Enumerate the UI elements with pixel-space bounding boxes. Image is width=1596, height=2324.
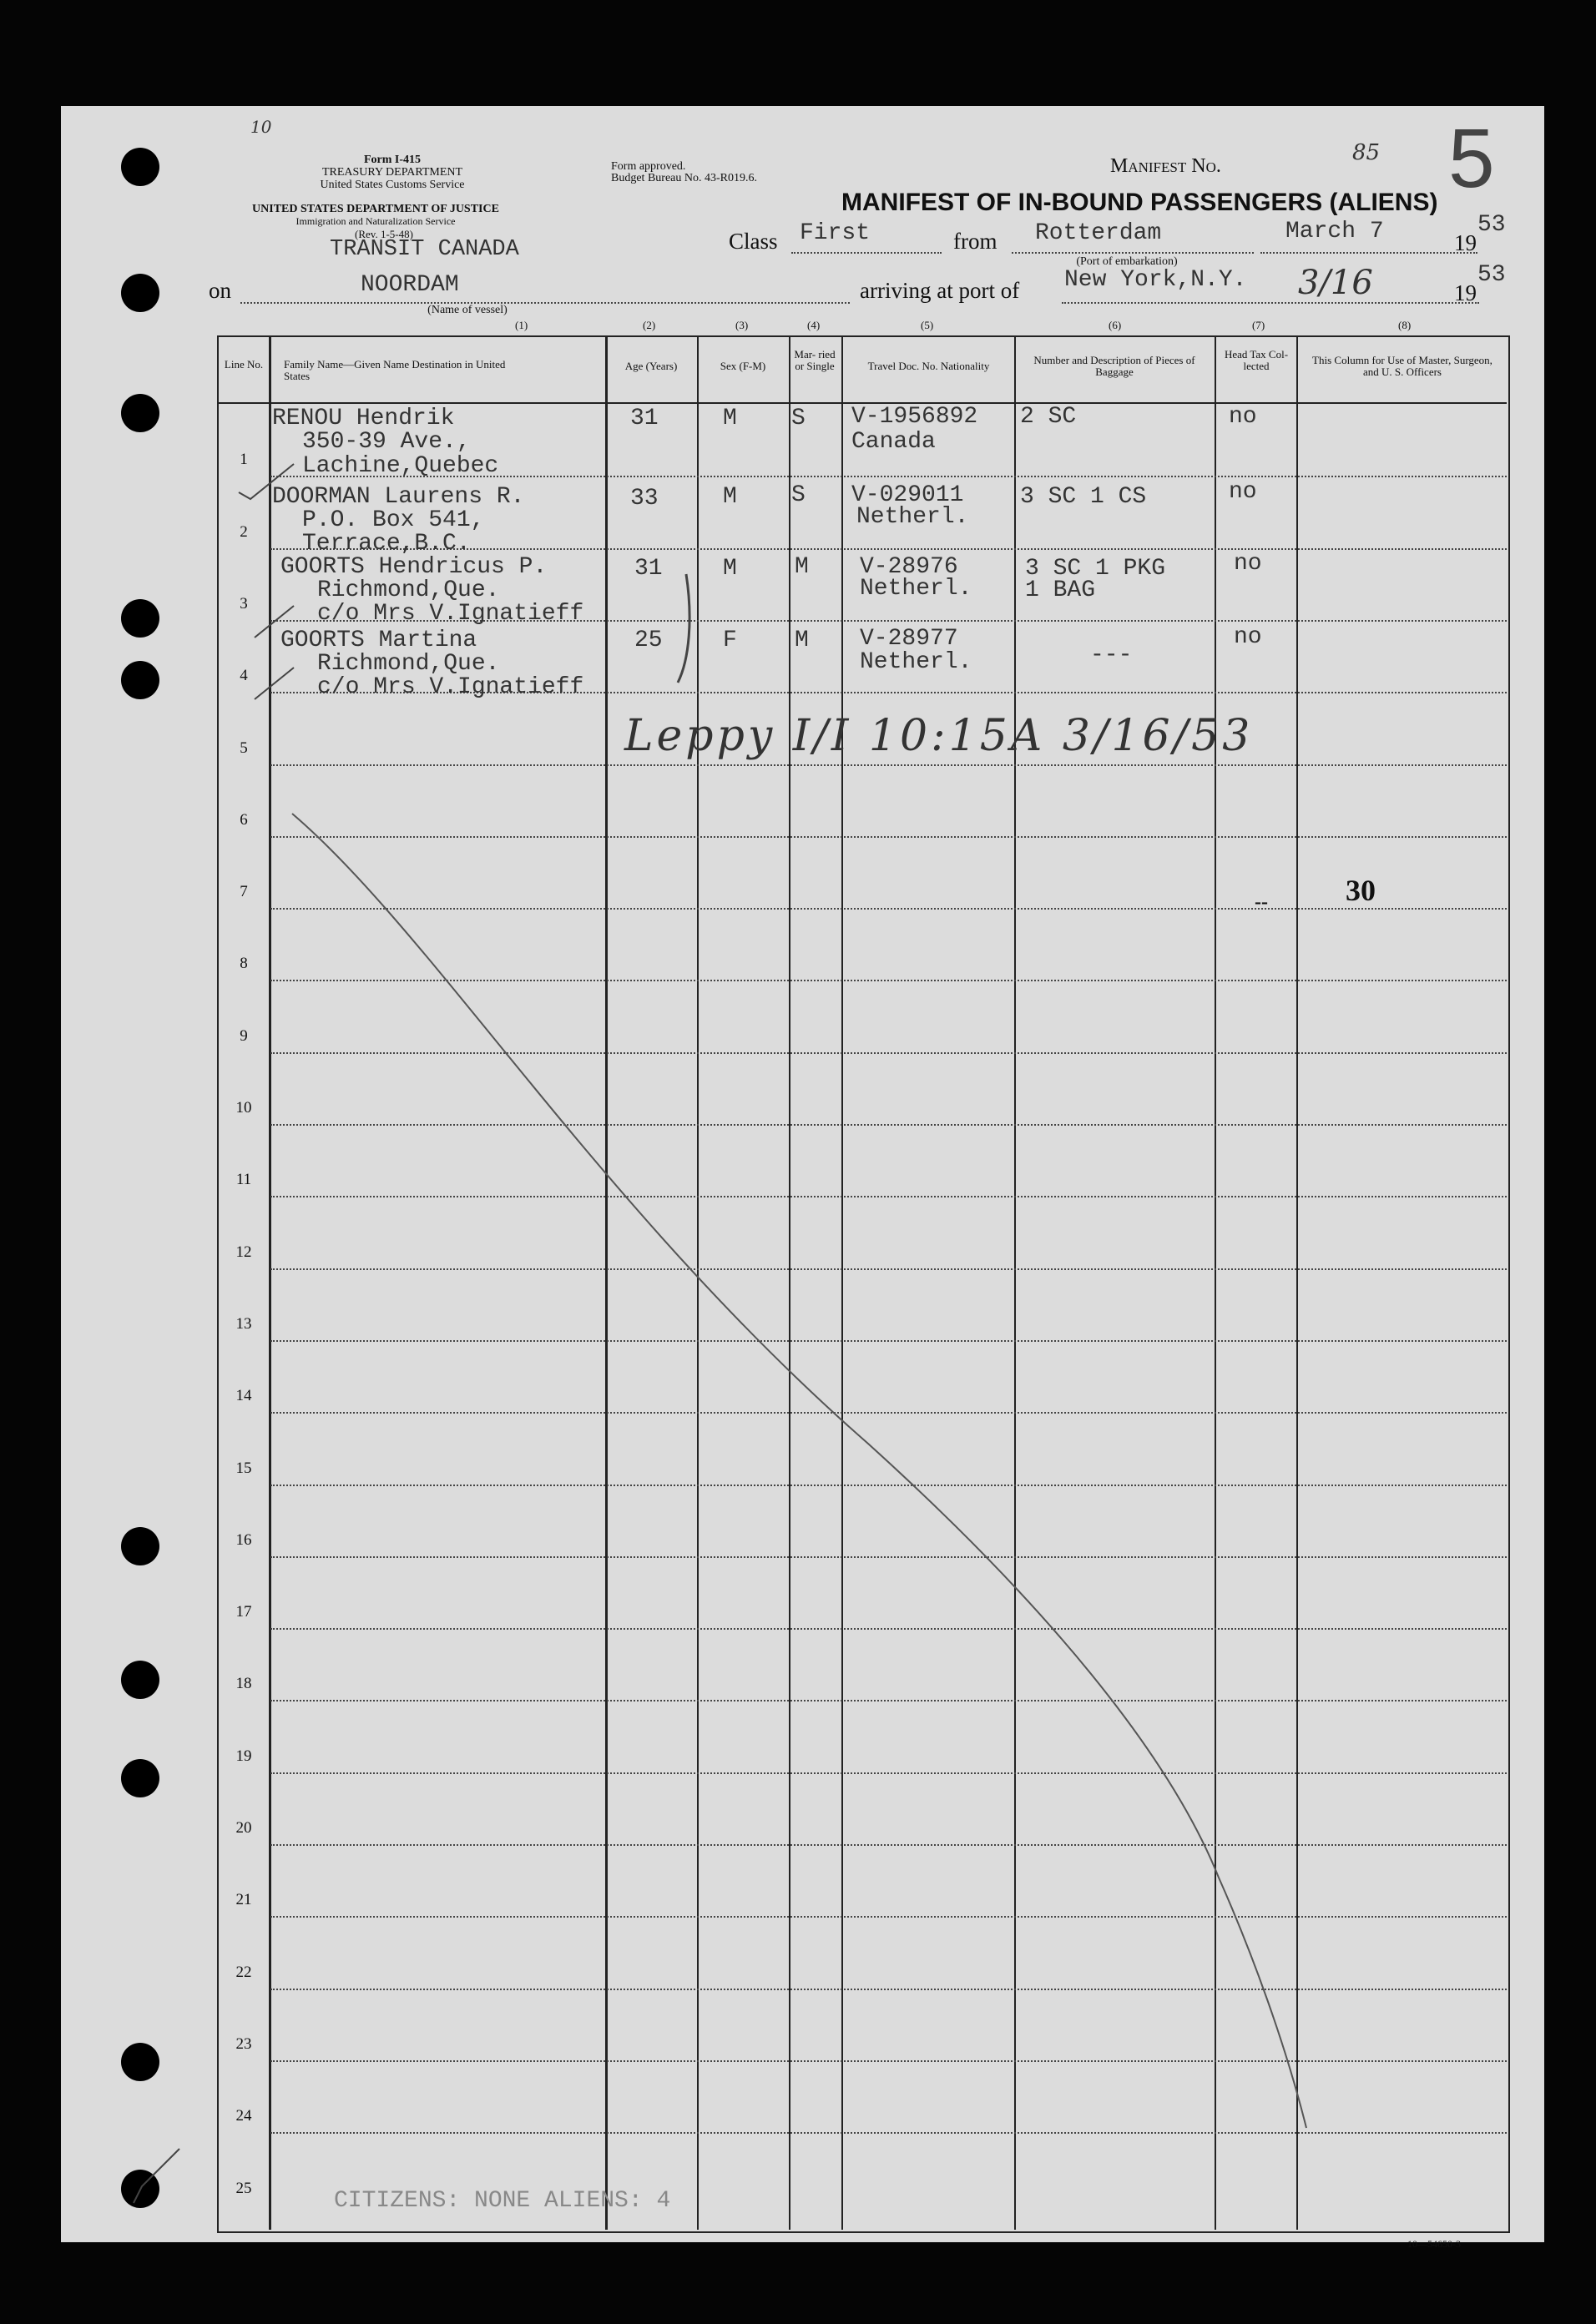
passenger-nationality: Canada xyxy=(851,429,936,455)
passenger-address: Richmond,Que. xyxy=(317,651,500,677)
line-number: 15 xyxy=(235,1459,252,1477)
customs-service: United States Customs Service xyxy=(320,179,465,191)
line-number: 11 xyxy=(235,1171,252,1188)
line-number: 18 xyxy=(235,1675,252,1692)
line-number: 23 xyxy=(235,2035,252,2053)
passenger-nationality: Netherl. xyxy=(856,504,969,530)
column-number: (1) xyxy=(515,319,528,331)
passenger-address: Lachine,Quebec xyxy=(302,453,499,479)
row-line xyxy=(270,1556,1507,1558)
arrival-year: 53 xyxy=(1477,262,1506,288)
punch-hole xyxy=(121,274,159,312)
vessel-caption: (Name of vessel) xyxy=(427,304,508,316)
line-number: 24 xyxy=(235,2107,252,2125)
row-line xyxy=(270,1052,1507,1054)
line-number: 22 xyxy=(235,1964,252,1981)
line-number: 14 xyxy=(235,1387,252,1404)
row-line xyxy=(270,1485,1507,1486)
line-number: 4 xyxy=(240,667,248,684)
justice-department: UNITED STATES DEPARTMENT OF JUSTICE xyxy=(252,203,499,215)
punch-hole xyxy=(121,1661,159,1699)
header-name: Family Name—Given Name Destination in United States xyxy=(284,358,506,382)
row-line xyxy=(270,1989,1507,1990)
form-id: Form I-415 xyxy=(363,154,422,166)
passenger-address: 350-39 Ave., xyxy=(302,429,471,455)
row-line xyxy=(270,2060,1507,2062)
row-line xyxy=(270,980,1507,981)
line-number: 25 xyxy=(235,2180,252,2197)
passenger-address: Richmond,Que. xyxy=(317,577,500,603)
header-travel-doc: Travel Doc. No. Nationality xyxy=(867,360,990,372)
port-of-embarkation-caption: (Port of embarkation) xyxy=(1076,255,1178,268)
manifest-number: 5 xyxy=(1448,112,1495,205)
year-value: 53 xyxy=(1477,212,1506,238)
passenger-baggage: 3 SC 1 PKG xyxy=(1025,556,1166,582)
passenger-baggage: 1 BAG xyxy=(1025,577,1096,603)
row-line xyxy=(270,1772,1507,1774)
punch-hole xyxy=(121,2170,159,2208)
row-line xyxy=(270,2132,1507,2134)
passenger-baggage: 2 SC xyxy=(1020,404,1077,430)
passenger-doc: V-28977 xyxy=(860,626,958,652)
transit-canada: TRANSIT CANADA xyxy=(330,237,519,262)
line-number: 9 xyxy=(240,1027,248,1045)
dashes-mark: -- xyxy=(1255,891,1268,913)
column-number: (4) xyxy=(807,319,821,331)
passenger-nationality: Netherl. xyxy=(860,576,972,602)
punch-hole xyxy=(121,1527,159,1565)
line-number: 13 xyxy=(235,1315,252,1333)
line-number: 8 xyxy=(240,955,248,972)
line-number: 17 xyxy=(235,1603,252,1621)
passenger-name: GOORTS Martina xyxy=(280,628,477,653)
passenger-sex: F xyxy=(723,628,737,653)
punch-hole xyxy=(121,394,159,432)
passenger-marital: S xyxy=(791,406,806,431)
passenger-address: Terrace,B.C. xyxy=(302,531,471,557)
row-line xyxy=(270,1124,1507,1126)
passenger-age: 33 xyxy=(630,486,659,512)
punch-hole xyxy=(121,1759,159,1797)
line-number: 20 xyxy=(235,1819,252,1837)
passenger-baggage: --- xyxy=(1090,643,1133,668)
line-number: 7 xyxy=(240,883,248,900)
row-line xyxy=(270,1916,1507,1918)
header-baggage: Number and Description of Pieces of Baggage xyxy=(1033,354,1195,378)
passenger-doc: V-029011 xyxy=(851,482,964,508)
column-number: (8) xyxy=(1398,319,1412,331)
passenger-age: 31 xyxy=(634,556,663,582)
row-line xyxy=(270,1196,1507,1197)
passenger-doc: V-1956892 xyxy=(851,404,978,430)
row-line xyxy=(270,1340,1507,1342)
punch-hole xyxy=(121,599,159,638)
manifest-mark: 85 xyxy=(1352,140,1381,165)
year-prefix: 19 xyxy=(1454,230,1477,255)
manifest-no-label: Manifest No. xyxy=(1110,155,1221,177)
on-label: on xyxy=(209,278,231,303)
punch-hole xyxy=(121,148,159,186)
column-number: (5) xyxy=(921,319,934,331)
line-number: 6 xyxy=(240,811,248,829)
column-number: (7) xyxy=(1252,319,1265,331)
passenger-marital: M xyxy=(795,554,809,580)
revision: (Rev. 1-5-48) xyxy=(355,228,413,240)
class-value: First xyxy=(800,220,871,246)
header-line-no: Line No. xyxy=(224,358,264,371)
column-number: (2) xyxy=(643,319,656,331)
arrival-year-prefix: 19 xyxy=(1454,280,1477,305)
passenger-head-tax: no xyxy=(1229,479,1257,505)
passenger-address: c/o Mrs V.Ignatieff xyxy=(317,601,584,627)
line-number: 10 xyxy=(235,1099,252,1117)
passenger-sex: M xyxy=(723,556,737,582)
passenger-baggage: 3 SC 1 CS xyxy=(1020,484,1147,510)
passenger-age: 31 xyxy=(630,406,659,431)
passenger-name: GOORTS Hendricus P. xyxy=(280,554,548,580)
row-line xyxy=(270,764,1507,766)
header-sex: Sex (F-M) xyxy=(720,360,766,372)
arriving-label: arriving at port of xyxy=(860,278,1020,303)
passenger-marital: M xyxy=(795,628,809,653)
from-label: from xyxy=(953,229,998,254)
passenger-head-tax: no xyxy=(1234,624,1262,650)
line-number: 1 xyxy=(240,451,248,468)
treasury-department: TREASURY DEPARTMENT xyxy=(321,166,463,179)
line-number: 2 xyxy=(240,523,248,541)
ins-service: Immigration and Naturalization Service xyxy=(295,215,456,227)
top-scribble: 10 xyxy=(250,117,272,137)
passenger-doc: V-28976 xyxy=(860,554,958,580)
row-line xyxy=(270,1628,1507,1630)
inspector-stamp: Leppy I/I 10:15A 3/16/53 xyxy=(624,711,1254,761)
class-label: Class xyxy=(729,229,778,254)
count-30: 30 xyxy=(1346,874,1376,907)
header-officers: This Column for Use of Master, Surgeon, and U. S. Officers xyxy=(1312,354,1492,378)
row-line xyxy=(270,1700,1507,1701)
passenger-age: 25 xyxy=(634,628,663,653)
row-line xyxy=(270,1844,1507,1846)
line-number: 3 xyxy=(240,595,248,613)
punch-hole xyxy=(121,2043,159,2081)
print-code: 10—54650-3 xyxy=(1407,2238,1461,2250)
row-line xyxy=(270,1268,1507,1270)
passenger-marital: S xyxy=(791,482,806,508)
passenger-name: DOORMAN Laurens R. xyxy=(272,484,525,510)
line-number: 5 xyxy=(240,739,248,757)
header-head-tax: Head Tax Col- lected xyxy=(1224,348,1289,372)
punch-hole xyxy=(121,661,159,699)
line-number: 16 xyxy=(235,1531,252,1549)
passenger-nationality: Netherl. xyxy=(860,649,972,675)
date-value: March 7 xyxy=(1285,219,1384,244)
passenger-address: c/o Mrs V.Ignatieff xyxy=(317,674,584,700)
passenger-address: P.O. Box 541, xyxy=(302,507,485,533)
budget-bureau: Budget Bureau No. 43-R019.6. xyxy=(611,172,757,184)
form-approved: Form approved. xyxy=(611,160,686,173)
arrival-date: 3/16 xyxy=(1298,264,1373,302)
passenger-head-tax: no xyxy=(1229,404,1257,430)
column-number: (3) xyxy=(735,319,749,331)
vessel-name: NOORDAM xyxy=(361,272,459,298)
row-line xyxy=(270,1412,1507,1414)
header-age: Age (Years) xyxy=(624,360,678,372)
passenger-sex: M xyxy=(723,406,737,431)
line-number: 21 xyxy=(235,1891,252,1908)
passenger-sex: M xyxy=(723,484,737,510)
row-line xyxy=(270,836,1507,838)
column-number: (6) xyxy=(1109,319,1122,331)
from-value: Rotterdam xyxy=(1035,220,1162,246)
vessel-field xyxy=(240,275,850,304)
passenger-head-tax: no xyxy=(1234,551,1262,577)
line-number: 19 xyxy=(235,1747,252,1765)
manifest-title: MANIFEST OF IN-BOUND PASSENGERS (ALIENS) xyxy=(841,189,1438,216)
citizens-aliens-note: CITIZENS: NONE ALIENS: 4 xyxy=(334,2188,671,2214)
arrival-port: New York,N.Y. xyxy=(1064,267,1247,293)
row-line xyxy=(270,908,1507,910)
header-married: Mar- ried or Single xyxy=(794,348,836,372)
line-number: 12 xyxy=(235,1243,252,1261)
passenger-name: RENOU Hendrik xyxy=(272,406,455,431)
